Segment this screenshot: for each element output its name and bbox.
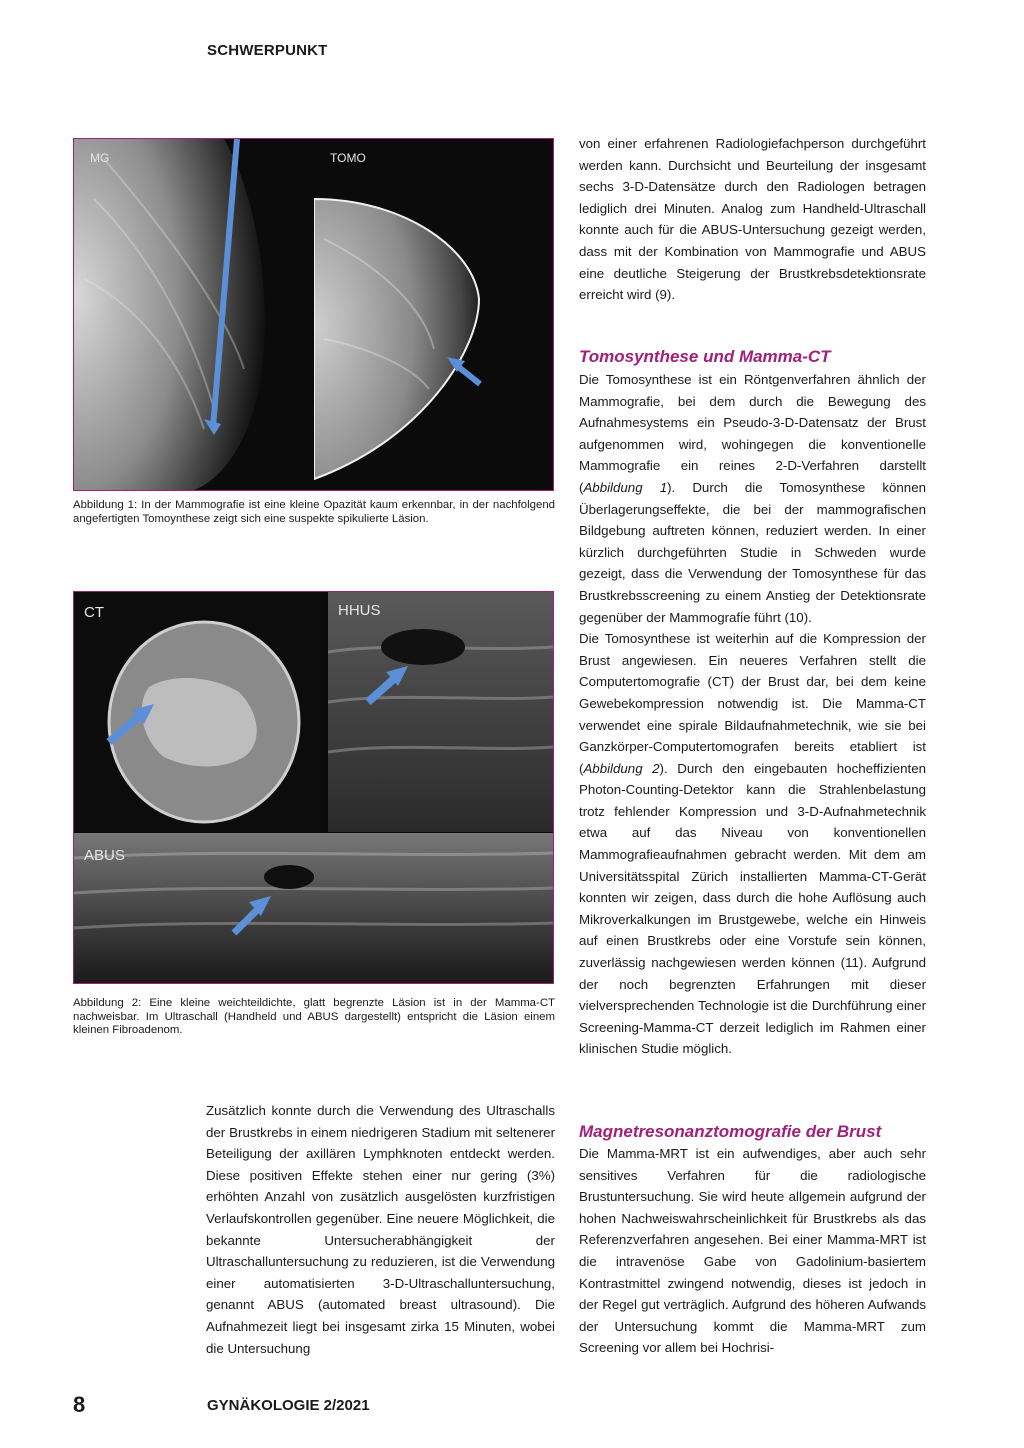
page-number: 8 — [73, 1392, 86, 1417]
mammography-image — [74, 139, 314, 490]
section-label: SCHWERPUNKT — [207, 42, 328, 59]
paragraph: Zusätzlich konnte durch die Verwendung des Ultraschalls der Brustkrebs in einem niedrigeren Stadium mit seltenerer Beteiligung der axillären Lymphknoten entdeckt werden. Diese positiven Effekte stehen einer nur gering (3%) erhöhten Anzahl von zusätzlich ausgelösten kurzfristigen Verlaufskontrollen gegenüber. Eine neuere Möglichkeit, die bekannte Untersucherabhängigkeit der Ultraschalluntersuchung zu reduzieren, ist die Verwendung einer automatisierten 3-D-Ultraschalluntersuchung, genannt ABUS (automated breast ultrasound). Die Aufnahmezeit liegt bei insgesamt zirka 15 Minuten, wobei die Untersuchung — [206, 1103, 555, 1356]
middle-column — [206, 1100, 555, 1359]
figure-1-caption: Abbildung 1: In der Mammografie ist eine kleine Opazität kaum erkennbar, in der nachfolgend angefertigten Tomoynthese zeigt sich eine suspekte spikulierte Läsion. — [73, 499, 555, 525]
ct-image — [74, 592, 327, 832]
abus-image — [74, 833, 553, 983]
tomosynthesis-image — [314, 139, 554, 490]
paragraph: Die Tomosynthese ist weiterhin auf die Kompression der Brust angewiesen. Ein neueres Verfahren stellt die Computertomografie (CT) der Brust dar, bei dem keine Gewebekompression notwendig ist. Die Mamma-CT verwendet eine spirale Bildaufnahmetechnik, wie sie bei Ganzkörper-Computertomografen bereits etabliert ist (Abbildung 2). Durch den eingebauten hocheffizienten Photon-Counting-Detektor kann die Strahlenbelastung trotz fehlender Kompression und 3-D-Aufnahmetechnik etwa auf das Niveau von konventionellen Mammografieaufnahmen gebracht werden. Mit dem am Universitätsspital Zürich installierten Mamma-CT-Gerät konnten wir zeigen, dass durch die hohe Auflösung auch Mikroverkalkungen im Brustgewebe, welche ein Hinweis auf einen Brustkrebs oder eine Vorstufe sein können, zuverlässig nachgewiesen werden können (11). Aufgrund der noch begrenzten Erfahrungen mit dieser vielversprechenden Technologie ist die Durchführung einer Screening-Mamma-CT derzeit lediglich im Rahmen einer klinischen Studie möglich. — [579, 631, 926, 1057]
handheld-ultrasound-image — [328, 592, 553, 832]
right-column-intro — [579, 133, 926, 306]
section-mrt — [579, 1143, 926, 1359]
paragraph: von einer erfahrenen Radiologiefachperson durchgeführt werden kann. Durchsicht und Beurteilung der insgesamt sechs 3-D-Datensätze durch den Radiologen betragen lediglich drei Minuten. Analog zum Handheld-Ultraschall konnte auch für die ABUS-Untersuchung gezeigt werden, dass mit der Kombination von Mammografie und ABUS eine deutliche Steigerung der Brustkrebsdetektionsrate erreicht wird (9). — [579, 136, 926, 303]
section-tomosynthese — [579, 369, 926, 1060]
figure-1 — [73, 138, 554, 491]
panel-label-mg: MG — [90, 151, 110, 165]
paragraph: Die Mamma-MRT ist ein aufwendiges, aber auch sehr sensitives Verfahren für die radiologische Brustuntersuchung. Sie wird heute allgemein aufgrund der hohen Nachweiswahrscheinlichkeit für Brustkrebs als das Referenzverfahren angesehen. Bei einer Mamma-MRT ist die intravenöse Gabe von Gadolinium-basiertem Kontrastmittel zwingend notwendig, dieses ist jedoch in der Regel gut verträglich. Aufgrund des höheren Aufwands der Untersuchung kommt die Mamma-MRT zum Screening vor allem bei Hochrisi- — [579, 1146, 926, 1356]
panel-label-hhus: HHUS — [338, 602, 381, 619]
panel-label-ct: CT — [84, 604, 104, 621]
figure-2-caption: Abbildung 2: Eine kleine weichteildichte, glatt begrenzte Läsion ist in der Mamma-CT nachweisbar. Im Ultraschall (Handheld und ABUS dargestellt) entspricht die Läsion einem kleinen Fibroadenom. — [73, 997, 555, 1036]
heading-mrt: Magnetresonanztomografie der Brust — [579, 1122, 882, 1141]
journal-title: GYNÄKOLOGIE 2/2021 — [207, 1397, 370, 1414]
figure-reference: Abbildung 2 — [583, 760, 660, 776]
paragraph: Die Tomosynthese ist ein Röntgenverfahren ähnlich der Mammografie, bei dem durch die Bewegung des Aufnahmesystems ein Pseudo-3-D-Datensatz der Brust aufgenommen wird, wohingegen die konventionelle Mammografie ein reines 2-D-Verfahren darstellt (Abbildung 1). Durch die Tomosynthese können Überlagerungseffekte, die bei der mammografischen Bildgebung auftreten können, reduziert werden. In einer kürzlich durchgeführten Studie in Schweden wurde gezeigt, dass die Verwendung der Tomosynthese für das Brustkrebsscreening zu einem Anstieg der Detektionsrate gegenüber der Mammografie führt (10). — [579, 372, 926, 625]
figure-reference: Abbildung 1 — [583, 479, 668, 495]
heading-tomosynthese: Tomosynthese und Mamma-CT — [579, 347, 831, 366]
panel-label-tomo: TOMO — [330, 151, 366, 165]
panel-label-abus: ABUS — [84, 847, 125, 864]
figure-2 — [73, 591, 554, 984]
